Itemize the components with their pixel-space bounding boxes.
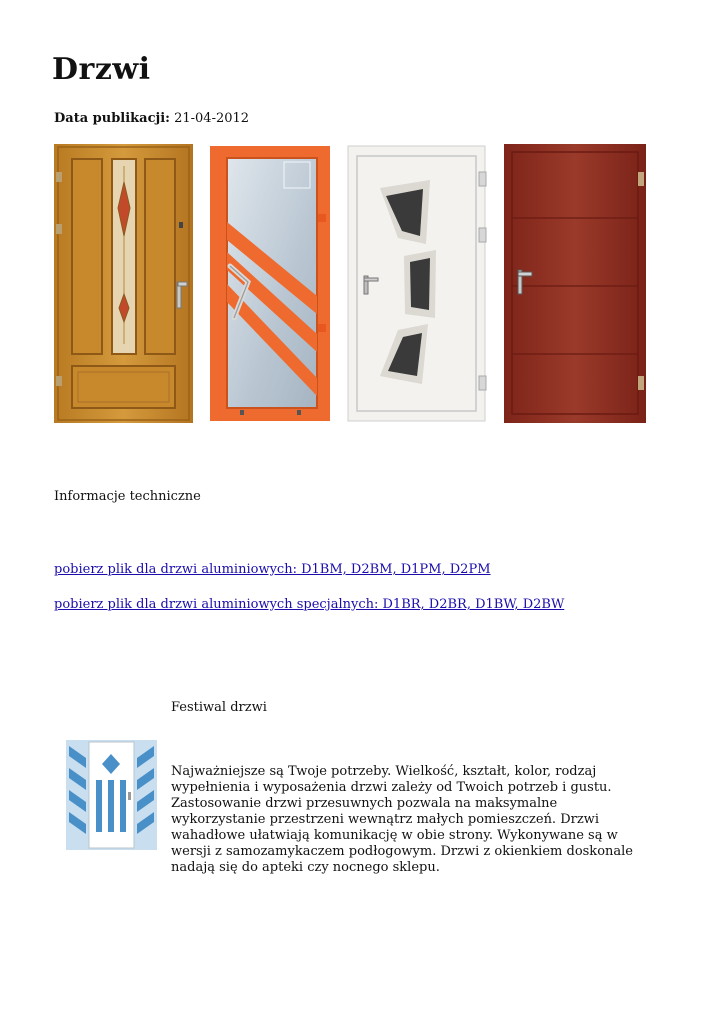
- download-link-aluminium-special[interactable]: pobierz plik dla drzwi aluminiowych specjalnych: D1BR, D2BR, D1BW, D2BW: [54, 597, 565, 612]
- festival-description: Najważniejsze są Twoje potrzeby. Wielkość, kształt, kolor, rodzaj wypełnienia i wyposażenia drzwi zależy od Twoich potrzeb i gustu. Zastosowanie drzwi przesuwnych pozwala na maksymalne wykorzystanie przestrzeni wewnątrz małych pomieszczeń. Drzwi wahadłowe ułatwiają komunikację w obie strony. Wykonywane są w wersji z samozamykaczem podłogowym. Drzwi z okienkiem doskonale nadają się do apteki czy nocnego sklepu.: [171, 764, 633, 875]
- festival-door-thumbnail: [66, 740, 157, 850]
- white-door-with-arched-windows: [348, 146, 486, 421]
- oak-door-with-stained-glass: [54, 144, 193, 423]
- orange-aluminium-glass-door: [210, 146, 330, 421]
- festival-title: Festiwal drzwi: [171, 700, 267, 715]
- technical-info-heading: Informacje techniczne: [54, 489, 201, 504]
- page-title: Drzwi: [52, 52, 151, 87]
- publication-date-label: Data publikacji:: [54, 111, 170, 126]
- publication-date-value: 21-04-2012: [174, 111, 250, 126]
- mahogany-panel-door: [504, 144, 646, 423]
- download-link-aluminium[interactable]: pobierz plik dla drzwi aluminiowych: D1BM, D2BM, D1PM, D2PM: [54, 562, 491, 577]
- publication-date: [54, 111, 249, 126]
- doors-photo: [54, 144, 646, 423]
